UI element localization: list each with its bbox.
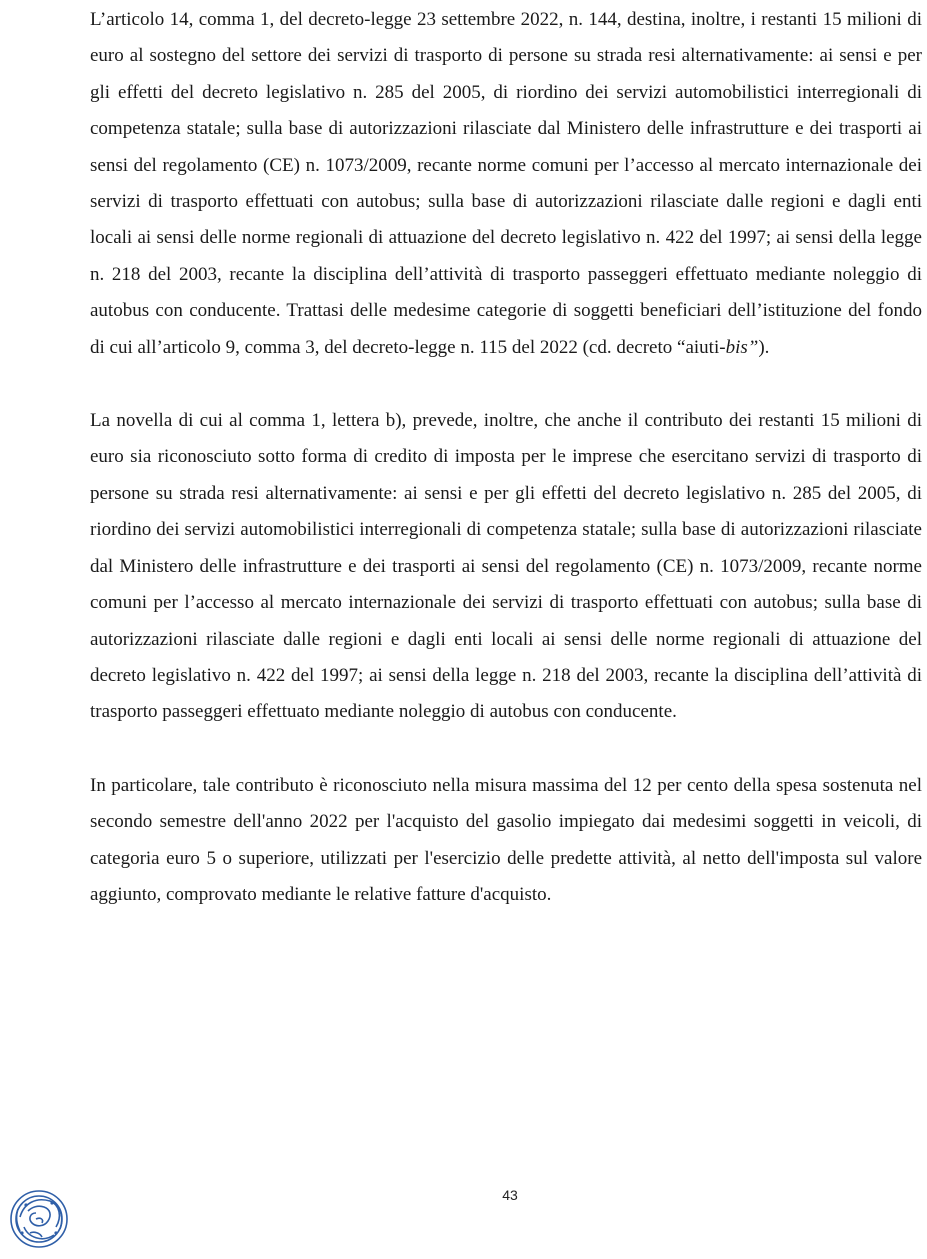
paragraph-1-tail: ).	[758, 336, 770, 358]
document-body	[90, 2, 922, 913]
institutional-seal-icon	[6, 1187, 72, 1251]
paragraph-1-italic: bis”	[725, 336, 759, 358]
paragraph-1	[90, 2, 922, 366]
page-number: 43	[502, 1187, 518, 1203]
paragraph-2: La novella di cui al comma 1, lettera b), prevede, inoltre, che anche il contributo dei restanti 15 milioni di euro sia riconosciuto sotto forma di credito di imposta per le imprese che esercitano servizi di trasporto di persone su strada resi alternativamente: ai sensi e per gli effetti del decreto legislativo n. 285 del 2005, di riordino dei servizi automobilistici interregionali di competenza statale; sulla base di autorizzazioni rilasciate dal Ministero delle infrastrutture e dei trasporti ai sensi del regolamento (CE) n. 1073/2009, recante norme comuni per l’accesso al mercato internazionale dei servizi di trasporto effettuati con autobus; sulla base di autorizzazioni rilasciate dalle regioni e dagli enti locali ai sensi delle norme regionali di attuazione del decreto legislativo n. 422 del 1997; ai sensi della legge n. 218 del 2003, recante la disciplina dell’attività di trasporto passeggeri effettuato mediante noleggio di autobus con conducente.	[90, 410, 922, 723]
paragraph-1-text: L’articolo 14, comma 1, del decreto-legge 23 settembre 2022, n. 144, destina, inoltre, i restanti 15 milioni di euro al sostegno del settore dei servizi di trasporto di persone su strada resi alternativamente: ai sensi e per gli effetti del decreto legislativo n. 285 del 2005, di riordino dei servizi automobilistici interregionali di competenza statale; sulla base di autorizzazioni rilasciate dal Ministero delle infrastrutture e dei trasporti ai sensi del regolamento (CE) n. 1073/2009, recante norme comuni per l’accesso al mercato internazionale dei servizi di trasporto effettuati con autobus; sulla base di autorizzazioni rilasciate dalle regioni e dagli enti locali ai sensi delle norme regionali di attuazione del decreto legislativo n. 422 del 1997; ai sensi della legge n. 218 del 2003, recante la disciplina dell’attività di trasporto passeggeri effettuato mediante noleggio di autobus con conducente. Trattasi delle medesime categorie di soggetti beneficiari dell’istituzione del fondo di cui all’articolo 9, comma 3, del decreto-legge n. 115 del 2022 (cd. decreto “aiuti-	[90, 9, 922, 358]
paragraph-3: In particolare, tale contributo è riconosciuto nella misura massima del 12 per cento della spesa sostenuta nel secondo semestre dell'anno 2022 per l'acquisto del gasolio impiegato dai medesimi soggetti in veicoli, di categoria euro 5 o superiore, utilizzati per l'esercizio delle predette attività, al netto dell'imposta sul valore aggiunto, comprovato mediante le relative fatture d'acquisto.	[90, 774, 922, 905]
